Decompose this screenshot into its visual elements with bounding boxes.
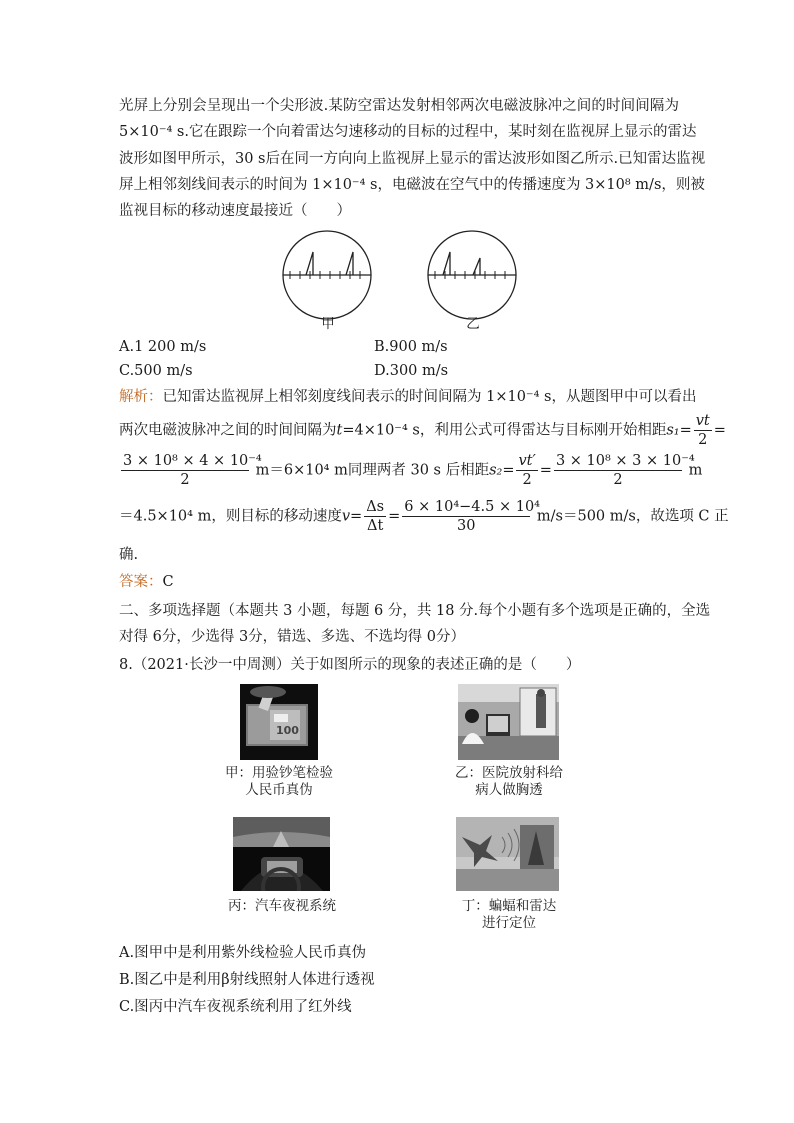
fraction-denominator: Δt (367, 518, 384, 534)
solution-line-2 (119, 412, 726, 449)
photo-xray-room (458, 684, 559, 760)
s1-symbol: s₁= (666, 422, 692, 439)
fraction-s2-value (554, 452, 695, 489)
fraction-s1-value (121, 452, 262, 489)
fraction-numerator: 3 × 10⁸ × 3 × 10⁻⁴ (555, 453, 695, 469)
fraction-numerator: 3 × 10⁸ × 4 × 10⁻⁴ (123, 453, 262, 469)
solution-line-1 (119, 387, 697, 407)
solution-line-4: ＝4.5×10⁴ m，则目标的移动速度v= $\frac{\Delta s}{\Delta t}$ = $\frac{\text{6 × 10⁴−4.5 × 10⁴}}{30}$ m/s＝500 m/s，故选项 C 正 (119, 499, 729, 534)
fraction-numerator: 6 × 10⁴−4.5 × 10⁴ (404, 499, 540, 515)
result-s1: m＝6×10⁴ m (255, 462, 348, 479)
fraction-denominator: 30 (457, 518, 476, 534)
fraction-vt-over-2 (694, 412, 712, 449)
solution-line-5: 确. (119, 547, 139, 563)
answer-label: 答案： (119, 574, 163, 590)
s2-symbol: s₂= (489, 462, 515, 479)
radar-screen-yi (428, 231, 516, 319)
caption-jia-line-2: 人民币真伪 (245, 782, 313, 798)
caption-yi-line-1: 乙：医院放射科给 (455, 765, 563, 781)
solution-line-3 (119, 452, 703, 489)
question-8: 8.（2021·长沙一中周测）关于如图所示的现象的表述正确的是（ ） (119, 657, 581, 673)
solution-text-1: 已知雷达监视屏上相邻刻度线间表示的时间间隔为 1×10⁻⁴ s，从题图甲中可以看出 (162, 389, 697, 405)
solution-text-2a: 两次电磁波脉冲之间的时间间隔为 (119, 422, 337, 439)
fraction-ds-dt (364, 498, 386, 535)
intro-line-3: 波形如图甲所示，30 s后在同一方向向上监视屏上显示的雷达波形如图乙所示.已知雷达监视 (119, 151, 706, 167)
photo-bat-radar (456, 817, 559, 891)
intro-line-5: 监视目标的移动速度最接近（ ） (119, 203, 351, 219)
fraction-denominator: 2 (698, 432, 708, 448)
caption-ding-line-2: 进行定位 (482, 915, 536, 931)
section-line-2: 对得 6分，少选得 3分，错选、多选、不选均得 0分） (119, 629, 466, 645)
solution-label: 解析： (119, 389, 163, 405)
caption-yi-line-2: 病人做胸透 (475, 782, 543, 798)
svg-text:100: 100 (276, 724, 299, 737)
answer-line (119, 572, 679, 592)
answer-value: C (162, 574, 174, 590)
fraction-denominator: 2 (613, 472, 623, 488)
equals-sign: = (713, 422, 726, 439)
caption-ding-line-1: 丁：蝙蝠和雷达 (461, 898, 557, 914)
q8-option-c: C.图丙中汽车夜视系统利用了红外线 (119, 999, 352, 1015)
fraction-denominator: 2 (522, 472, 532, 488)
photo-uv-banknote (240, 684, 318, 760)
photo-night-vision (233, 817, 330, 891)
t-symbol: t (336, 422, 343, 439)
radar-label-yi: 乙 (466, 316, 480, 332)
q8-option-a: A.图甲中是利用紫外线检验人民币真伪 (119, 945, 367, 961)
solution-mid-text: 同理两者 30 s 后相距 (347, 462, 490, 479)
fraction-numerator: vt′ (518, 453, 536, 469)
q8-option-b: B.图乙中是利用β射线照射人体进行透视 (119, 972, 375, 988)
caption-bing: 丙：汽车夜视系统 (228, 898, 336, 914)
intro-line-4: 屏上相邻刻线间表示的时间为 1×10⁻⁴ s，电磁波在空气中的传播速度为 3×10⁸ m/s，则被 (119, 177, 705, 193)
intro-line-1: 光屏上分别会呈现出一个尖形波.某防空雷达发射相邻两次电磁波脉冲之间的时间间隔为 (119, 98, 679, 114)
radar-screen-jia (283, 231, 371, 319)
fraction-vt-prime-over-2 (516, 452, 537, 489)
option-c: C.500 m/s (119, 363, 193, 379)
equals-sign-2: = (539, 462, 552, 479)
fraction-numerator: Δs (366, 499, 385, 515)
option-b: B.900 m/s (374, 339, 448, 355)
radar-label-jia: 甲 (321, 316, 335, 332)
result-v: m/s＝500 m/s，故选项 C 正 (536, 508, 729, 525)
caption-ding (453, 898, 565, 932)
fraction-numerator: vt (695, 413, 710, 429)
v-symbol: v (341, 508, 351, 525)
caption-yi (453, 765, 565, 799)
intro-line-2: 5×10⁻⁴ s.它在跟踪一个向着雷达匀速移动的目标的过程中，某时刻在监视屏上显示的雷达 (119, 124, 697, 140)
caption-jia (224, 765, 334, 799)
option-a: A.1 200 m/s (119, 339, 207, 355)
option-d: D.300 m/s (374, 363, 449, 379)
unit-m: m (688, 462, 703, 479)
fraction-v-value (402, 498, 540, 535)
result-s2: ＝4.5×10⁴ m，则目标的移动速度 (119, 508, 342, 525)
solution-text-2c: =4×10⁻⁴ s，利用公式可得雷达与目标刚开始相距 (342, 422, 667, 439)
section-line-1: 二、多项选择题（本题共 3 小题，每题 6 分，共 18 分.每个小题有多个选项是正确的，全选 (119, 603, 711, 619)
caption-jia-line-1: 甲：用验钞笔检验 (225, 765, 333, 781)
fraction-denominator: 2 (180, 472, 190, 488)
